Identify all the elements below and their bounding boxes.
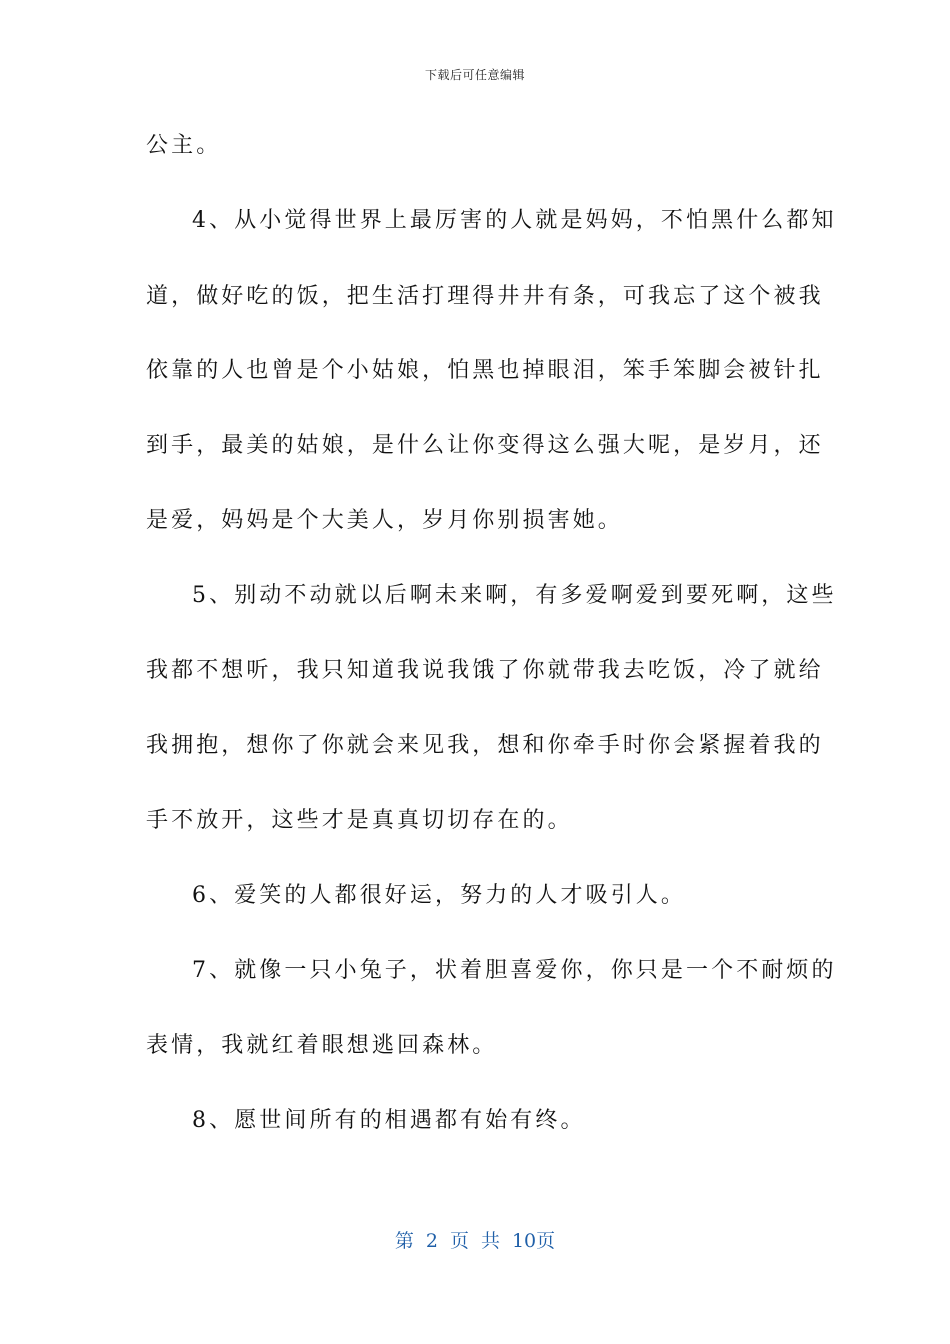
- total-label: 共: [480, 1230, 500, 1252]
- text-line: 4、从小觉得世界上最厉害的人就是妈妈，不怕黑什么都知: [192, 208, 837, 233]
- text-line: 依靠的人也曾是个小姑娘，怕黑也掉眼泪，笨手笨脚会被针扎: [146, 358, 824, 383]
- page-number: [0, 1226, 950, 1253]
- text-line: 6、爱笑的人都很好运，努力的人才吸引人。: [192, 883, 686, 908]
- download-note: 下载后可任意编辑: [424, 68, 525, 82]
- text-line: 我都不想听，我只知道我说我饿了你就带我去吃饭，冷了就给: [146, 658, 824, 683]
- text-line: 5、别动不动就以后啊未来啊，有多爱啊爱到要死啊，这些: [192, 583, 837, 608]
- text-line: 到手，最美的姑娘，是什么让你变得这么强大呢，是岁月，还: [146, 433, 824, 458]
- text-line: 道，做好吃的饭，把生活打理得井井有条，可我忘了这个被我: [146, 284, 824, 309]
- text-line: 我拥抱，想你了你就会来见我，想和你牵手时你会紧握着我的: [146, 733, 824, 758]
- page-label: 页: [449, 1230, 469, 1252]
- total-pages: 10页: [511, 1230, 556, 1252]
- text-line: 表情，我就红着眼想逃回森林。: [146, 1033, 498, 1058]
- current-page: 2: [425, 1230, 438, 1252]
- text-line: 公主。: [146, 133, 222, 158]
- text-line: 手不放开，这些才是真真切切存在的。: [146, 808, 573, 833]
- text-line: 是爱，妈妈是个大美人，岁月你别损害她。: [146, 508, 623, 533]
- text-line: 8、愿世间所有的相遇都有始有终。: [192, 1108, 586, 1133]
- page-label-prefix: 第: [394, 1230, 414, 1252]
- text-line: 7、就像一只小兔子，状着胆喜爱你，你只是一个不耐烦的: [192, 958, 837, 983]
